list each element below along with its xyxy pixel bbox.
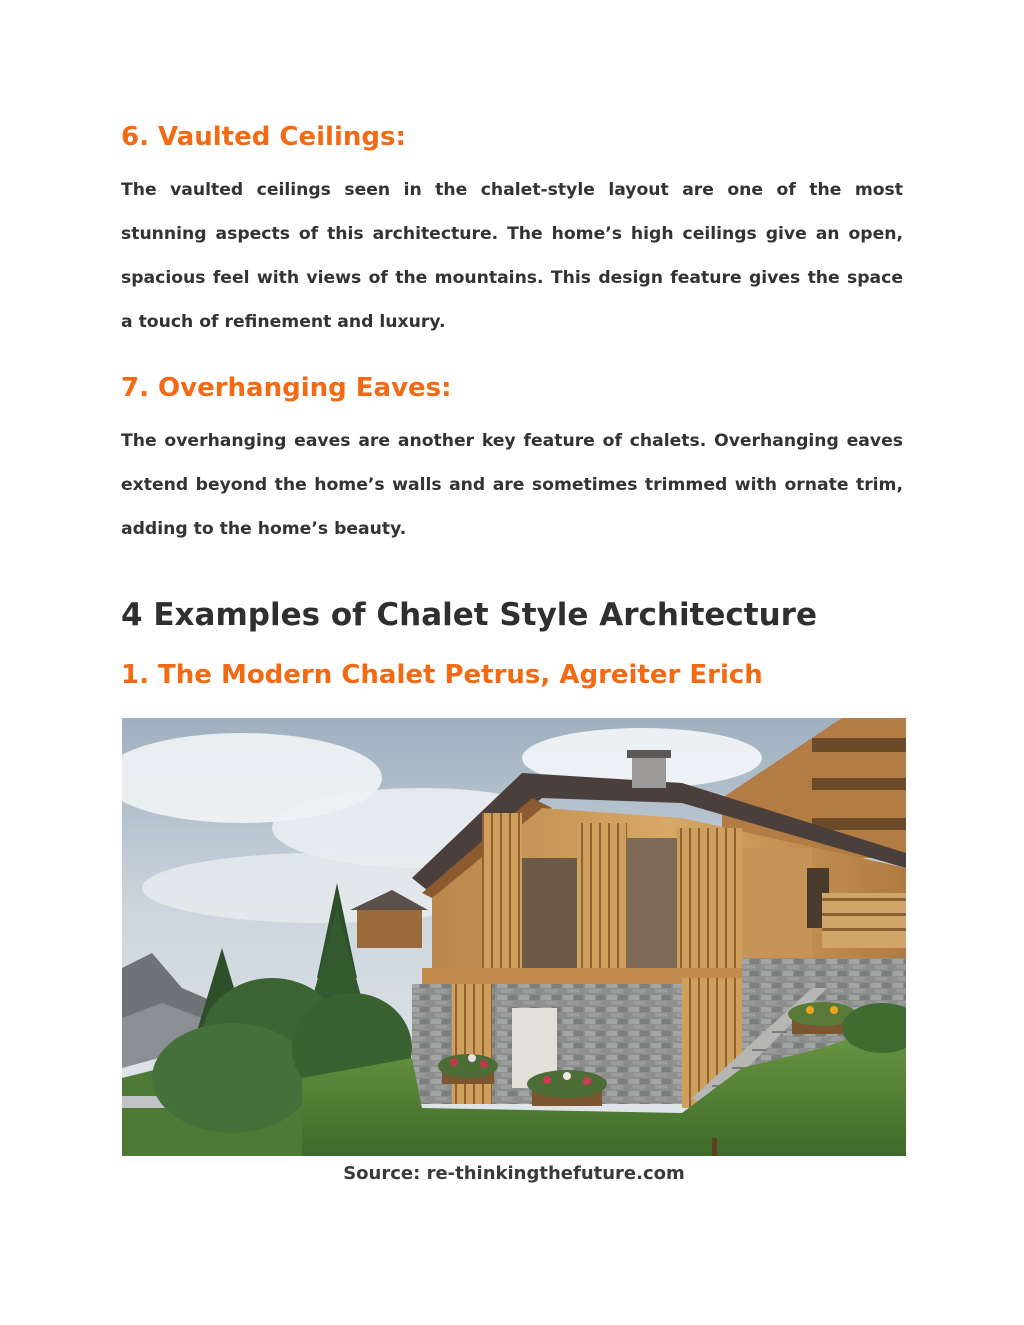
examples-title: 4 Examples of Chalet Style Architecture xyxy=(121,597,817,633)
section-body-vaulted-ceilings: The vaulted ceilings seen in the chalet-style layout are one of the most stunning aspects of this architecture. The home’s high ceilings give an open, spacious feel with views of the mountains. This design feature gives the space a touch of refinement and luxury. xyxy=(121,180,903,332)
example-heading-chalet-petrus: 1. The Modern Chalet Petrus, Agreiter Erich xyxy=(121,660,763,690)
image-source-caption: Source: re-thinkingthefuture.com xyxy=(343,1163,685,1184)
section-body-overhanging-eaves: The overhanging eaves are another key feature of chalets. Overhanging eaves extend beyond the home’s walls and are sometimes trimmed with ornate trim, adding to the home’s beauty. xyxy=(121,431,903,539)
section-heading-vaulted-ceilings: 6. Vaulted Ceilings: xyxy=(121,122,406,152)
chalet-photo xyxy=(122,718,906,1156)
section-heading-overhanging-eaves: 7. Overhanging Eaves: xyxy=(121,373,452,403)
